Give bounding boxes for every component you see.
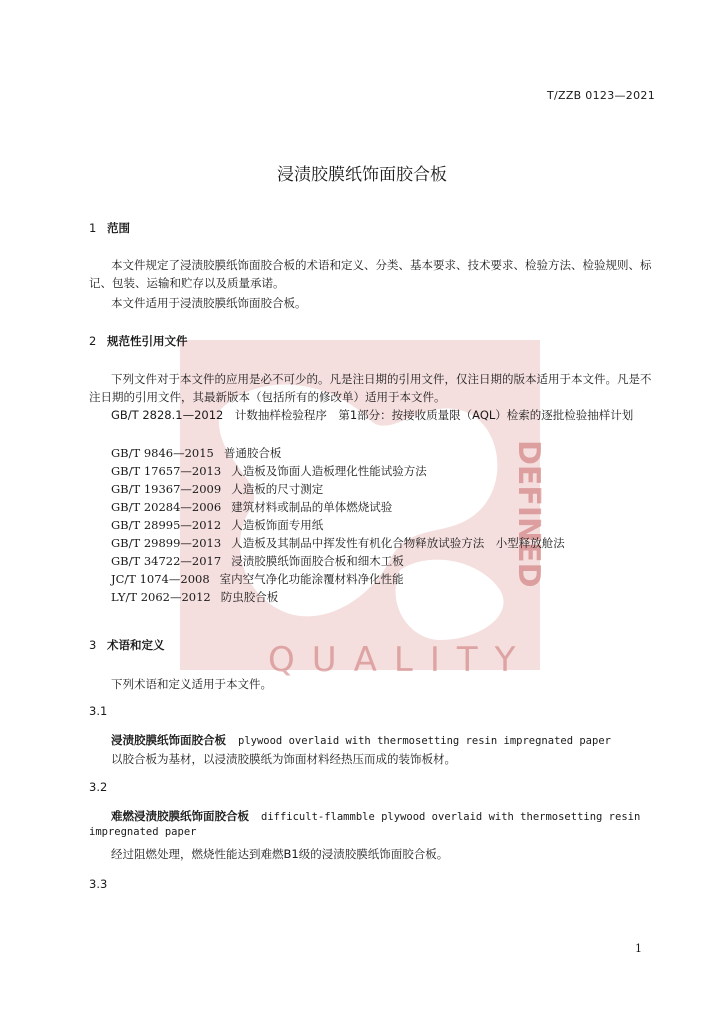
- reference-item: [111, 517, 323, 533]
- section-title: 范围: [107, 221, 130, 235]
- reference-code: GB/T 9846—2015: [111, 446, 214, 460]
- standard-code: T/ZZB 0123—2021: [546, 89, 655, 102]
- reference-item: [111, 589, 278, 605]
- section-title: 规范性引用文件: [107, 334, 188, 348]
- section-number: 2: [89, 334, 97, 348]
- section-title: 术语和定义: [107, 638, 165, 652]
- reference-item: [111, 481, 323, 497]
- section-1-para-1: 本文件规定了浸渍胶膜纸饰面胶合板的术语和定义、分类、基本要求、技术要求、检验方法、检验规则、标记、包装、运输和贮存以及质量承诺。: [89, 258, 652, 290]
- reference-item: [111, 535, 565, 551]
- reference-name: 人造板的尺寸测定: [231, 482, 324, 496]
- reference-item: [111, 553, 404, 569]
- reference-name: 人造板及饰面人造板理化性能试验方法: [231, 464, 427, 478]
- reference-code: GB/T 28995—2012: [111, 518, 222, 532]
- reference-item: [111, 445, 281, 461]
- reference-name: 室内空气净化功能涂覆材料净化性能: [219, 572, 404, 586]
- reference-name: 浸渍胶膜纸饰面胶合板和细木工板: [231, 554, 404, 568]
- clause-number: 3.3: [89, 877, 108, 891]
- watermark-side-text: DEFINED: [511, 440, 546, 588]
- term-chinese: 难燃浸渍胶膜纸饰面胶合板: [111, 809, 249, 823]
- term-entry: [111, 808, 640, 824]
- reference-name: 防虫胶合板: [220, 590, 279, 604]
- term-definition: 经过阻燃处理，燃烧性能达到难燃B1级的浸渍胶膜纸饰面胶合板。: [111, 847, 449, 861]
- clause-number: 3.2: [89, 780, 108, 794]
- reference-name: 建筑材料或制品的单体燃烧试验: [231, 500, 393, 514]
- reference-item-first: GB/T 2828.1—2012 计数抽样检验程序 第1部分：按接收质量限（AQL）检索的逐批检验抽样计划: [111, 408, 634, 422]
- term-english-continued: impregnated paper: [89, 826, 197, 838]
- reference-item: [111, 463, 427, 479]
- reference-code: LY/T 2062—2012: [111, 590, 211, 604]
- reference-code: GB/T 17657—2013: [111, 464, 222, 478]
- reference-code: GB/T 20284—2006: [111, 500, 222, 514]
- term-entry: [111, 732, 611, 748]
- section-2-heading: [89, 333, 188, 349]
- section-3-intro: 下列术语和定义适用于本文件。: [111, 677, 272, 691]
- reference-code: GB/T 19367—2009: [111, 482, 222, 496]
- term-english: difficult-flammble plywood overlaid with thermosetting resin: [261, 811, 641, 823]
- section-number: 3: [89, 638, 97, 652]
- document-title: 浸渍胶膜纸饰面胶合板: [277, 165, 447, 185]
- term-english: plywood overlaid with thermosetting resin impregnated paper: [238, 735, 611, 747]
- term-chinese: 浸渍胶膜纸饰面胶合板: [111, 733, 226, 747]
- reference-name: 人造板及其制品中挥发性有机化合物释放试验方法 小型释放舱法: [231, 536, 565, 550]
- reference-code: GB/T 34722—2017: [111, 554, 222, 568]
- reference-name: 人造板饰面专用纸: [231, 518, 324, 532]
- reference-code: GB/T 29899—2013: [111, 536, 222, 550]
- reference-code: JC/T 1074—2008: [111, 572, 210, 586]
- section-number: 1: [89, 221, 97, 235]
- section-1-para-2: 本文件适用于浸渍胶膜纸饰面胶合板。: [111, 296, 307, 310]
- clause-number: 3.1: [89, 704, 108, 718]
- page-number: 1: [635, 942, 642, 955]
- watermark-bottom-text: QUALITY: [268, 640, 533, 680]
- reference-item: [111, 499, 392, 515]
- reference-name: 普通胶合板: [223, 446, 282, 460]
- reference-item: [111, 571, 404, 587]
- term-definition: 以胶合板为基材，以浸渍胶膜纸为饰面材料经热压而成的装饰板材。: [111, 752, 456, 766]
- section-1-heading: [89, 220, 130, 236]
- section-2-intro: 下列文件对于本文件的应用是必不可少的。凡是注日期的引用文件，仅注日期的版本适用于本文件。凡是不注日期的引用文件，其最新版本（包括所有的修改单）适用于本文件。: [89, 372, 652, 404]
- section-3-heading: [89, 637, 165, 653]
